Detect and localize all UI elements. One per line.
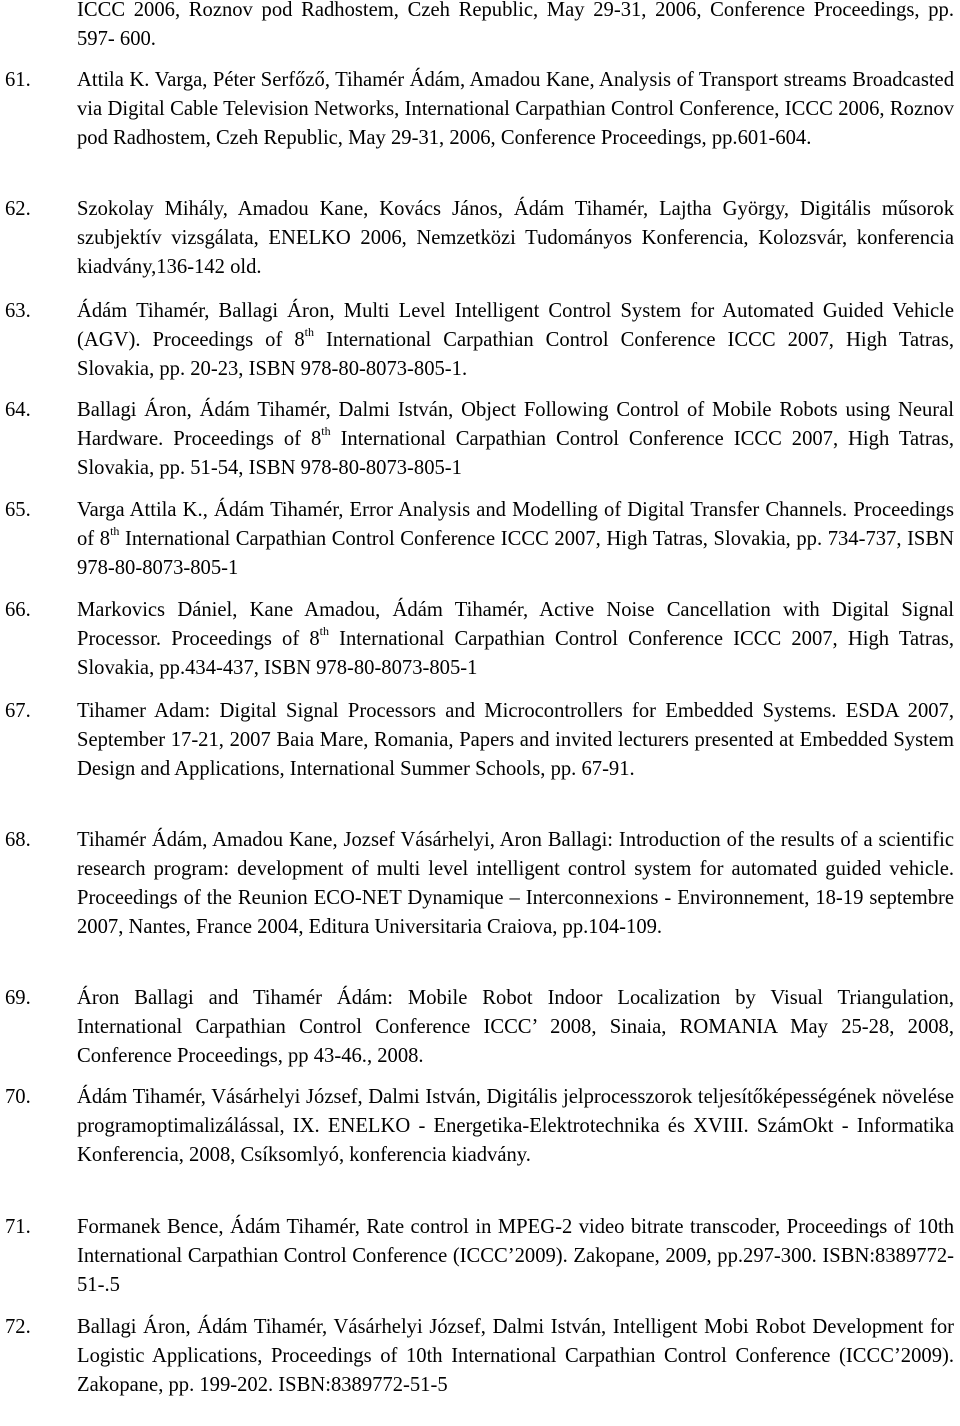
reference-number: 63. <box>5 300 31 322</box>
reference-number: 72. <box>5 1316 31 1338</box>
reference-number: 70. <box>5 1086 31 1108</box>
reference-item <box>0 297 954 384</box>
reference-number: 62. <box>5 198 31 220</box>
reference-item <box>0 596 954 683</box>
reference-number: 69. <box>5 987 31 1009</box>
reference-item <box>0 195 954 282</box>
reference-text: Attila K. Varga, Péter Serfőző, Tihamér Ádám, Amadou Kane, Analysis of Transport streams Broadcasted via Digital Cable Television Networks, International Carpathian Control Conference, ICCC 2006, Roznov pod Radhostem, Czeh Republic, May 29-31, 2006, Conference Proceedings, pp.601-604. <box>77 69 954 149</box>
reference-item <box>0 1313 954 1400</box>
reference-number: 65. <box>5 499 31 521</box>
reference-text: Ballagi Áron, Ádám Tihamér, Vásárhelyi József, Dalmi István, Intelligent Mobi Robot Development for Logistic Applications, Proceedings of 10th International Carpathian Control Conference (ICCC’2009). Zakopane, pp. 199-202. ISBN:8389772-51-5 <box>77 1316 954 1396</box>
reference-text: Ádám Tihamér, Ballagi Áron, Multi Level Intelligent Control System for Automated Guided Vehicle (AGV). Proceedings of 8th International Carpathian Control Conference ICCC 2007, High Tatras, Slovakia, pp. 20-23, ISBN 978-80-8073-805-1. <box>77 300 954 380</box>
reference-item <box>0 826 954 942</box>
reference-number: 68. <box>5 829 31 851</box>
reference-item <box>0 984 954 1071</box>
reference-continuation <box>0 0 954 54</box>
reference-text: Ballagi Áron, Ádám Tihamér, Dalmi István, Object Following Control of Mobile Robots using Neural Hardware. Proceedings of 8th International Carpathian Control Conference ICCC 2007, High Tatras, Slovakia, pp. 51-54, ISBN 978-80-8073-805-1 <box>77 399 954 479</box>
reference-number: 61. <box>5 69 31 91</box>
reference-text: Tihamér Ádám, Amadou Kane, Jozsef Vásárhelyi, Aron Ballagi: Introduction of the results of a scientific research program: development of multi level intelligent control system for automated guided vehicle. Proceedings of the Reunion ECO-NET Dynamique – Interconnexions - Environnement, 18-19 septembre 2007, Nantes, France 2004, Editura Universitaria Craiova, pp.104-109. <box>77 829 954 938</box>
reference-text: Formanek Bence, Ádám Tihamér, Rate control in MPEG-2 video bitrate transcoder, Proceedings of 10th International Carpathian Control Conference (ICCC’2009). Zakopane, 2009, pp.297-300. ISBN:8389772-51-.5 <box>77 1216 954 1296</box>
reference-text: Áron Ballagi and Tihamér Ádám: Mobile Robot Indoor Localization by Visual Triangulation, International Carpathian Control Conference ICCC’ 2008, Sinaia, ROMANIA May 25-28, 2008, Conference Proceedings, pp 43-46., 2008. <box>77 987 954 1067</box>
reference-text: Ádám Tihamér, Vásárhelyi József, Dalmi István, Digitális jelprocesszorok teljesítőképességének növelése programoptimalizálással, IX. ENELKO - Energetika-Elektrotechnika és XVIII. SzámOkt - Informatika Konferencia, 2008, Csíksomlyó, konferencia kiadvány. <box>77 1086 954 1166</box>
reference-item <box>0 396 954 483</box>
reference-number: 64. <box>5 399 31 421</box>
reference-item <box>0 1083 954 1170</box>
reference-number: 67. <box>5 700 31 722</box>
reference-text: Markovics Dániel, Kane Amadou, Ádám Tihamér, Active Noise Cancellation with Digital Signal Processor. Proceedings of 8th International Carpathian Control Conference ICCC 2007, High Tatras, Slovakia, pp.434-437, ISBN 978-80-8073-805-1 <box>77 599 954 679</box>
reference-text: ICCC 2006, Roznov pod Radhostem, Czeh Republic, May 29-31, 2006, Conference Proceedings, pp. 597- 600. <box>77 0 954 50</box>
reference-text: Tihamer Adam: Digital Signal Processors and Microcontrollers for Embedded Systems. ESDA 2007, September 17-21, 2007 Baia Mare, Romania, Papers and invited lecturers presented at Embedded System Design and Applications, International Summer Schools, pp. 67-91. <box>77 700 954 780</box>
reference-text: Varga Attila K., Ádám Tihamér, Error Analysis and Modelling of Digital Transfer Channels. Proceedings of 8th International Carpathian Control Conference ICCC 2007, High Tatras, Slovakia, pp. 734-737, ISBN 978-80-8073-805-1 <box>77 499 954 579</box>
reference-item <box>0 697 954 784</box>
reference-number: 71. <box>5 1216 31 1238</box>
reference-item <box>0 66 954 153</box>
reference-number: 66. <box>5 599 31 621</box>
reference-text: Szokolay Mihály, Amadou Kane, Kovács János, Ádám Tihamér, Lajtha György, Digitális műsorok szubjektív vizsgálata, ENELKO 2006, Nemzetközi Tudományos Konferencia, Kolozsvár, konferencia kiadvány,136-142 old. <box>77 198 954 278</box>
reference-item <box>0 1213 954 1300</box>
reference-item <box>0 496 954 583</box>
